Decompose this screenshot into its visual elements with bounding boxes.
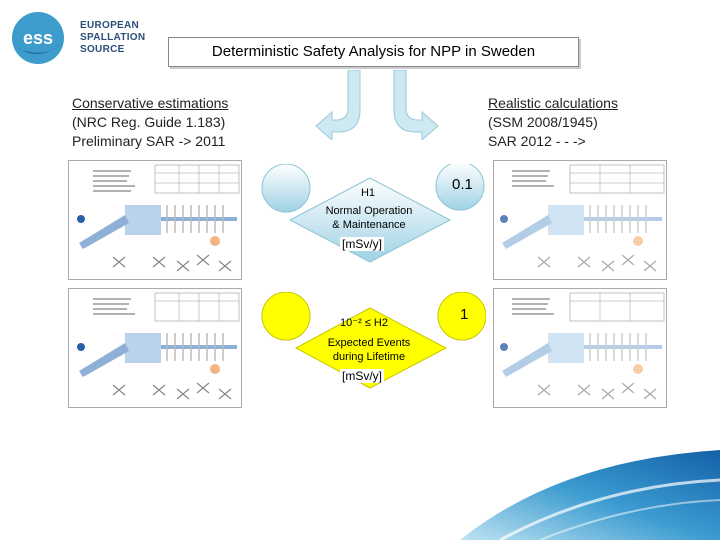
logo-wordmark: EUROPEAN SPALLATION SOURCE bbox=[80, 20, 146, 55]
left-heading bbox=[72, 94, 228, 151]
right-line-2: (SSM 2008/1945) bbox=[488, 114, 598, 130]
ess-logo bbox=[8, 6, 168, 70]
facility-diagram-thumbnail bbox=[493, 288, 667, 408]
right-line-3: SAR 2012 - - -> bbox=[488, 133, 586, 149]
facility-diagram bbox=[69, 289, 241, 407]
facility-diagram-thumbnail bbox=[68, 160, 242, 280]
facility-diagram bbox=[494, 161, 666, 279]
row1-label: Normal Operation & Maintenance bbox=[325, 205, 413, 231]
row1-unit: [mSv/y] bbox=[342, 237, 383, 251]
corner-swoosh-decoration bbox=[440, 440, 720, 540]
facility-diagram-thumbnail bbox=[493, 160, 667, 280]
row1-left-circle bbox=[262, 164, 310, 212]
row2-label: Expected Events during Lifetime bbox=[327, 337, 411, 363]
row2-value: 1 bbox=[460, 306, 469, 323]
facility-diagram bbox=[494, 289, 666, 407]
left-line-2: (NRC Reg. Guide 1.183) bbox=[72, 114, 226, 130]
right-heading bbox=[488, 94, 618, 151]
logo-mark-text: ess bbox=[22, 28, 54, 48]
left-line-1: Conservative estimations bbox=[72, 95, 229, 111]
facility-diagram bbox=[69, 161, 241, 279]
ess-logo-mark bbox=[8, 6, 78, 70]
left-line-3: Preliminary SAR -> 2011 bbox=[72, 133, 226, 149]
row2-class: 10⁻² ≤ H2 bbox=[340, 317, 388, 329]
row1-class: H1 bbox=[360, 187, 376, 199]
row2-unit: [mSv/y] bbox=[342, 369, 383, 383]
facility-diagram-thumbnail bbox=[68, 288, 242, 408]
page-title: Deterministic Safety Analysis for NPP in Sweden bbox=[168, 37, 579, 67]
row2-left-circle bbox=[262, 292, 310, 340]
curved-double-arrow bbox=[312, 70, 442, 140]
row1-value: 0.1 bbox=[452, 176, 473, 193]
right-line-1: Realistic calculations bbox=[488, 95, 618, 111]
